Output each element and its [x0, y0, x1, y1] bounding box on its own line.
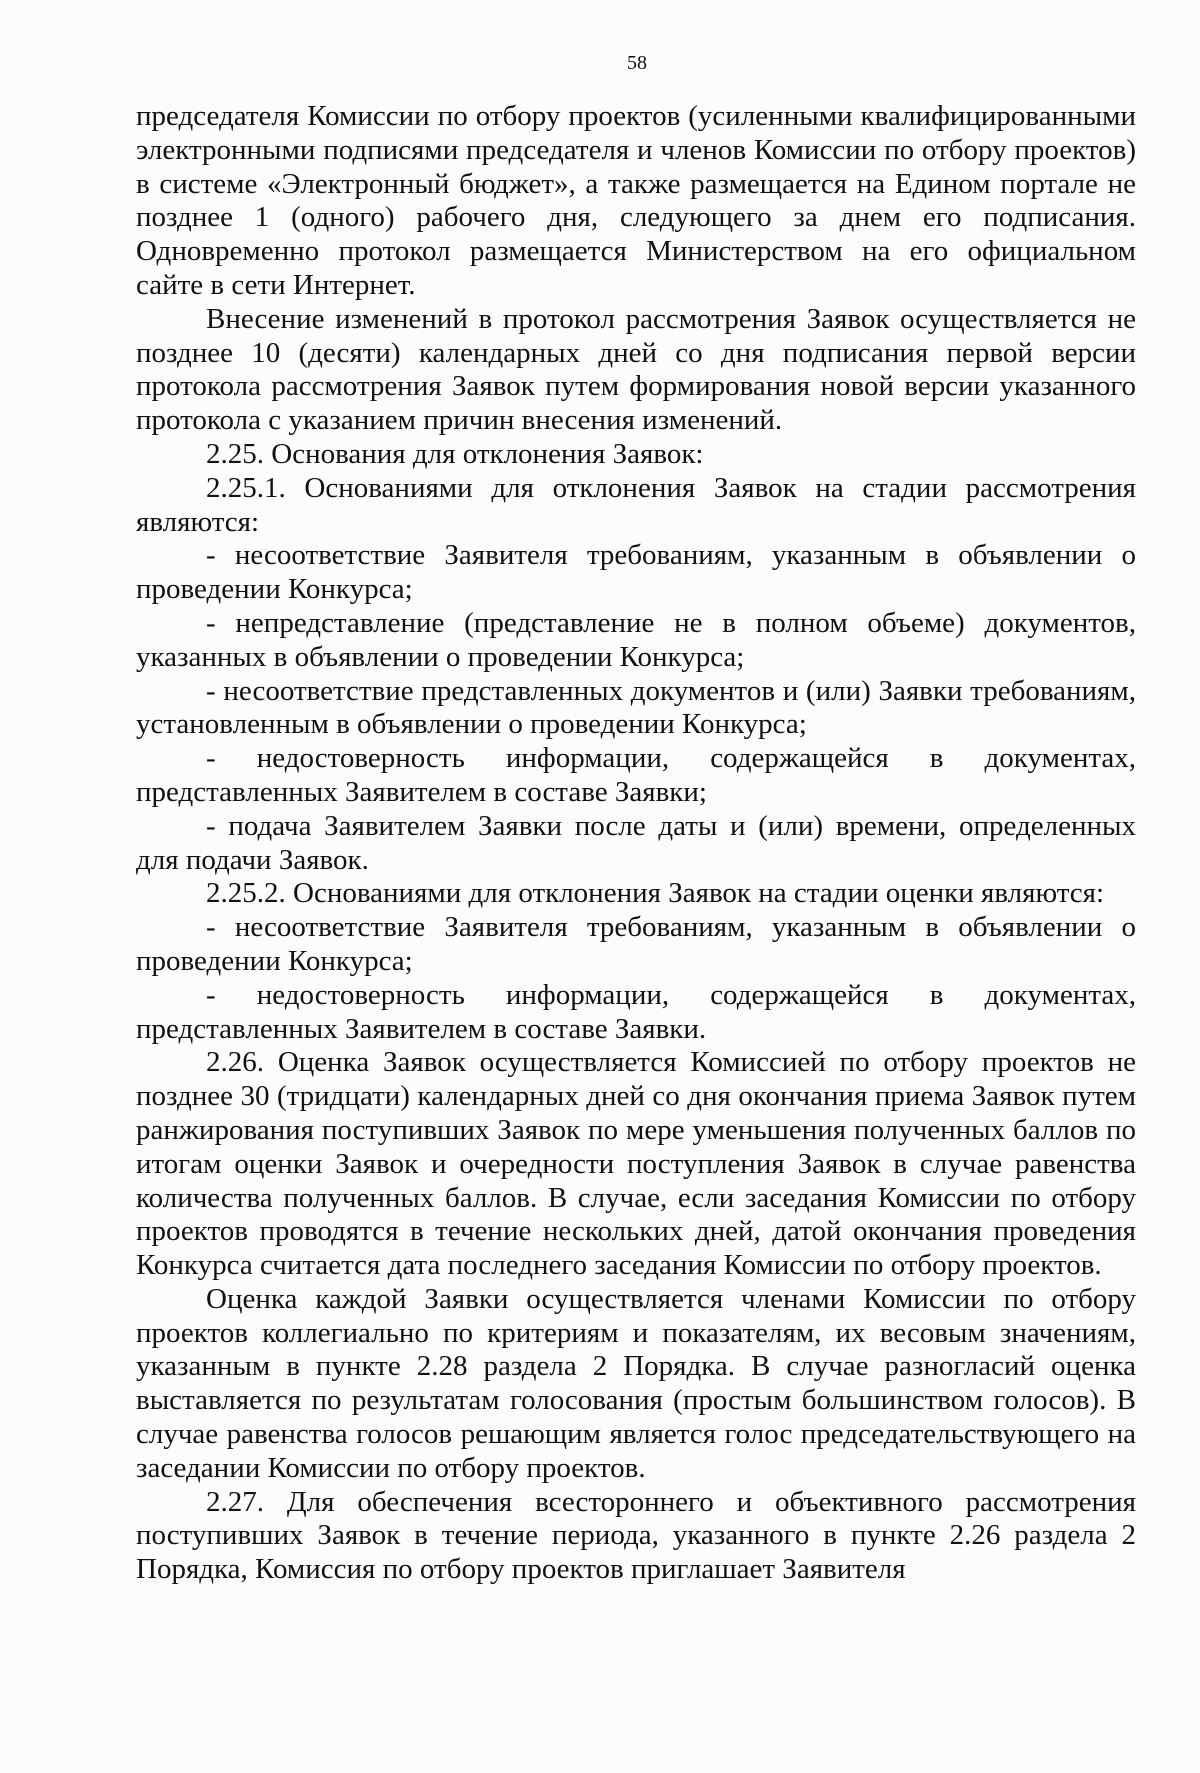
list-item-documents-mismatch: - несоответствие представленных документов и (или) Заявки требованиям, установленным в объявлении о проведении Конкурса;: [136, 674, 1136, 741]
list-item-unreliable-info-evaluation: - недостоверность информации, содержащейся в документах, представленных Заявителем в составе Заявки.: [136, 978, 1136, 1045]
paragraph-2-25-2: 2.25.2. Основаниями для отклонения Заявок на стадии оценки являются:: [206, 877, 1105, 910]
paragraph-2-25-heading: 2.25. Основания для отклонения Заявок:: [206, 437, 704, 470]
list-item-applicant-mismatch-evaluation: - несоответствие Заявителя требованиям, указанным в объявлении о проведении Конкурса;: [136, 911, 1136, 977]
paragraph-evaluation-method: Оценка каждой Заявки осуществляется членами Комиссии по отбору проектов коллегиально по критериям и показателям, их весовым значениям, указанным в пункте 2.28 раздела 2 Порядка. В случае разногласий оценка выставляется по результатам голосования (простым большинством голосов). В случае равенства голосов решающим является голос председательствующего на заседании Комиссии по отбору проектов.: [136, 1282, 1136, 1484]
paragraph-2-26: 2.26. Оценка Заявок осуществляется Комиссией по отбору проектов не позднее 30 (тридцати) календарных дней со дня окончания приема Заявок путем ранжирования поступивших Заявок по мере уменьшения полученных баллов по итогам оценки Заявок и очередности поступления Заявок в случае равенства количества полученных баллов. В случае, если заседания Комиссии по отбору проектов проводятся в течение нескольких дней, датой окончания проведения Конкурса считается дата последнего заседания Комиссии по отбору проектов.: [136, 1046, 1136, 1282]
list-item-unreliable-info: - недостоверность информации, содержащейся в документах, представленных Заявителем в составе Заявки;: [136, 742, 1136, 808]
paragraph-protocol-changes: Внесение изменений в протокол рассмотрения Заявок осуществляется не позднее 10 (десяти) календарных дней со дня подписания первой версии протокола рассмотрения Заявок путем формирования новой версии указанного протокола с указанием причин внесения изменений.: [136, 302, 1136, 437]
list-item-late-submission: - подача Заявителем Заявки после даты и (или) времени, определенных для подачи Заявок.: [136, 809, 1136, 876]
page-number: 58: [627, 52, 647, 74]
list-item-documents-missing: - непредставление (представление не в полном объеме) документов, указанных в объявлении о проведении Конкурса;: [136, 606, 1136, 673]
list-item-applicant-mismatch: - несоответствие Заявителя требованиям, указанным в объявлении о проведении Конкурса;: [136, 539, 1136, 606]
paragraph-continuation: председателя Комиссии по отбору проектов (усиленными квалифицированными электронными подписями председателя и членов Комиссии по отбору проектов) в системе «Электронный бюджет», а также размещается на Едином портале не позднее 1 (одного) рабочего дня, следующего за днем его подписания. Одновременно протокол размещается Министерством на его официальном сайте в сети Интернет.: [136, 100, 1136, 301]
paragraph-2-27: 2.27. Для обеспечения всестороннего и объективного рассмотрения поступивших Заявок в течение периода, указанного в пункте 2.26 раздела 2 Порядка, Комиссия по отбору проектов приглашает Заявителя: [136, 1485, 1136, 1586]
paragraph-2-25-1: 2.25.1. Основаниями для отклонения Заявок на стадии рассмотрения являются:: [136, 471, 1136, 538]
document-body: [136, 100, 1136, 1587]
